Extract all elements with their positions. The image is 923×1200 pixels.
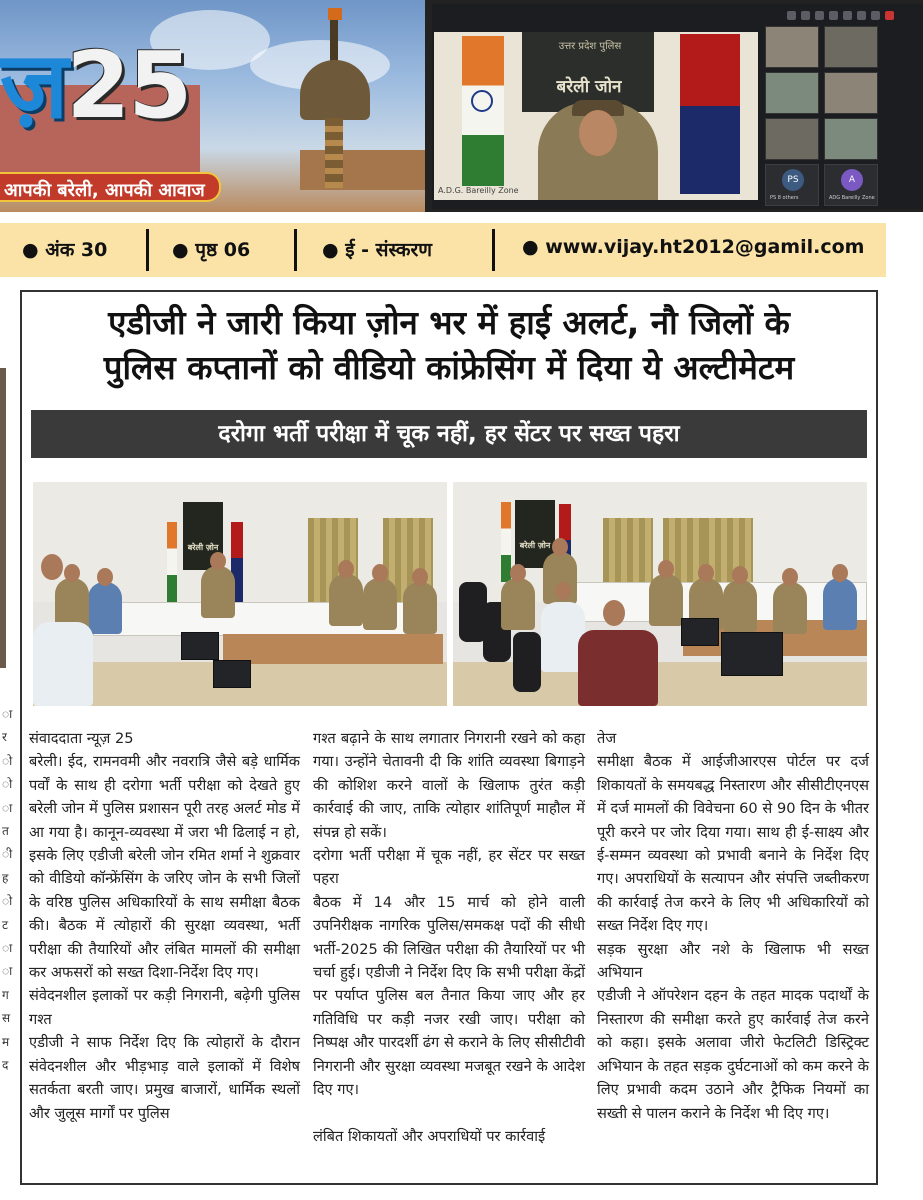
building-illustration [300,150,425,190]
headline-line-2: पुलिस कप्तानों को वीडियो कांफ्रेसिंग में दिया ये अल्टीमेटम [103,348,795,387]
participant-tile [824,72,878,114]
laptop [721,632,783,676]
article-column-3 [597,727,869,1125]
tower-spire [330,20,338,65]
page-number: ● पृष्ठ 06 [172,239,251,261]
subheading: लंबित शिकायतों और अपराधियों पर कार्रवाई [313,1127,546,1145]
adjacent-text-fragment: ग [2,987,9,1002]
article-column-2 [313,727,585,1148]
adjacent-text-fragment: स [2,1011,11,1026]
zone-nameplate: बरेली ज़ोन [515,500,555,568]
participant-tile-a [824,164,878,206]
speaker-label: A.D.G. Bareilly Zone [438,186,519,195]
subheading: सड़क सुरक्षा और नशे के खिलाफ भी सख्त अभियान [597,940,869,982]
newspaper-banner [0,0,425,212]
adjacent-photo-edge [0,368,6,668]
temple-flag [328,8,342,20]
laptop [681,618,719,646]
adjacent-text-fragment: ो [2,894,13,909]
contact-email: ● www.vijay.ht2012@gamil.com [522,236,865,258]
paragraph: एडीजी ने साफ निर्देश दिए कि त्योहारों के दौरान संवेदनशील और भीड़भाड़ वाले इलाकों में विशेष सतर्कता बरती जाए। प्रमुख बाजारों, धार्मिक स्थलों और जुलूस मार्गों पर पुलिस [29,1034,300,1122]
paragraph: एडीजी ने ऑपरेशन दहन के तहत मादक पदार्थों के निस्तारण की समीक्षा करते हुए कार्रवाई तेज करने को कहा। इसके अलावा जीरो फेटलिटी डिस्ट्रिक्ट अभियान के तहत सड़क दुर्घटनाओं को कम करने के लिए प्रभावी कदम उठाने और ट्रैफिक नियमों का सख्ती से पालन कराने के निर्देश भी दिए गए। [597,987,869,1122]
adjacent-page-edge [0,290,20,1200]
article-frame [20,290,878,1185]
tagline: आपकी बरेली, आपकी आवाज [0,172,221,202]
participant-tile [765,118,819,160]
national-flag [167,522,177,602]
adjacent-text-fragment: ह [2,870,9,885]
participant-caption: PS 8 others [770,195,799,201]
divider [146,229,149,271]
adjacent-text-fragment: ा [2,800,13,815]
logo-number: 25 [66,32,191,139]
adjacent-text-fragment: म [2,1034,10,1049]
participant-avatar: A [841,169,863,191]
subheading: तेज [597,730,617,747]
article-headline [22,300,876,390]
participant-caption: ADG Bareilly Zone [829,195,875,201]
zone-nameplate: बरेली ज़ोन [183,502,223,570]
article-subheadline: दरोगा भर्ती परीक्षा में चूक नहीं, हर सेंटर पर सख्त पहरा [31,410,867,458]
meeting-photo-1 [33,482,447,706]
meeting-photo-2 [453,482,867,706]
participant-tile [824,118,878,160]
adjacent-text-fragment: ो [2,777,13,792]
nameplate-title: बरेली जोन [556,77,622,97]
logo-letter: ज़ [0,32,67,139]
participant-avatar: PS [782,169,804,191]
chakra-icon [471,90,493,112]
newspaper-logo [0,32,191,139]
police-flag [680,34,740,194]
participant-tile [824,26,878,68]
adjacent-text-fragment: र [2,730,7,745]
masthead [0,0,923,212]
subheading: संवेदनशील इलाकों पर कड़ी निगरानी, बढ़ेगी पुलिस गश्त [29,987,300,1028]
paragraph: समीक्षा बैठक में आईजीआरएस पोर्टल पर दर्ज शिकायतों के समयबद्ध निस्तारण और सीसीटीएनएस में दर्ज मामलों की विवेचना 60 से 90 दिन के भीतर पूरी करने पर जोर दिया गया। साथ ही ई-साक्ष्य और ई-सम्मन व्यवस्था को प्रभावी बनाने के निर्देश दिए गए। अपराधियों के सत्यापन और संपत्ति जब्तीकरण की कार्रवाई तेज करने के लिए भी अधिकारियों को सख्त निर्देश दिए गए। [597,753,869,935]
video-conference-screenshot [432,4,923,209]
issue-info-bar [0,223,886,277]
adjacent-text-fragment: ो [2,753,13,768]
subheading: दरोगा भर्ती परीक्षा में चूक नहीं, हर सेंटर पर सख्त पहरा [313,847,585,888]
participant-tile-ps [765,164,819,206]
paragraph: बैठक में 14 और 15 मार्च को होने वाली उपनिरीक्षक नागरिक पुलिस/समकक्ष पदों की सीधी भर्ती-2025 की लिखित परीक्षा की तैयारियों पर भी चर्चा हुई। एडीजी ने निर्देश दिए कि सभी परीक्षा केंद्रों पर पर्याप्त पुलिस बल तैनात किया जाए और हर गतिविधि पर कड़ी नजर रखी जाए। परीक्षा को निष्पक्ष और पारदर्शी ढंग से कराने के लिए सीसीटीवी निगरानी और सुरक्षा व्यवस्था मजबूत रखने के आदेश दिए गए। [313,893,585,1099]
adjacent-text-fragment: ा [2,964,13,979]
headline-line-1: एडीजी ने जारी किया ज़ोन भर में हाई अलर्ट, नौ जिलों के [108,303,790,342]
meeting-toolbar [787,8,917,24]
divider [492,229,495,271]
adjacent-text-fragment: द [2,1058,9,1072]
laptop [213,660,251,688]
laptop [181,632,219,660]
byline: संवाददाता न्यूज़ 25 [29,730,134,747]
adjacent-text-fragment: त [2,824,9,838]
paragraph: बरेली। ईद, रामनवमी और नवरात्रि जैसे बड़े धार्मिक पर्वों के साथ ही दरोगा भर्ती परीक्षा को देखते हुए बरेली जोन में पुलिस प्रशासन पूरी तरह अलर्ट मोड में आ गया है। कानून-व्यवस्था में जरा भी ढिलाई न हो, इसके लिए एडीजी बरेली जोन रमित शर्मा ने शुक्रवार को वीडियो कॉन्फ्रेंसिंग के जरिए जोन के सभी जिलों के वरिष्ठ पुलिस अधिकारियों के साथ समीक्षा बैठक की। बैठक में त्योहारों की सुरक्षा व्यवस्था, भर्ती परीक्षा की तैयारियों और लंबित मामलों की समीक्षा कर अफसरों को सख्त दिशा-निर्देश दिए गए। [29,753,300,982]
participant-tile [765,26,819,68]
officer-face [579,110,617,156]
nameplate-subtitle: उत्तर प्रदेश पुलिस [558,41,622,52]
divider [294,229,297,271]
paragraph: गश्त बढ़ाने के साथ लगातार निगरानी रखने को कहा गया। उन्होंने चेतावनी दी कि शांति व्यवस्था बिगाड़ने की कोशिश करने वालों के खिलाफ तुरंत कड़ी कार्रवाई की जाए, ताकि त्योहार शांतिपूर्ण माहौल में संपन्न हो सकें। [313,730,585,841]
edition-label: ● ई - संस्करण [322,239,432,261]
adjacent-text-fragment: ा [2,941,13,955]
tower-pillar [325,118,343,188]
main-speaker-view [434,32,758,200]
issue-number: ● अंक 30 [22,239,108,261]
adjacent-text-fragment: ी [2,847,13,862]
article-column-1 [29,727,300,1125]
participant-tile [765,72,819,114]
adjacent-text-fragment: ट [2,917,9,932]
adjacent-text-fragment: ा [2,707,13,721]
